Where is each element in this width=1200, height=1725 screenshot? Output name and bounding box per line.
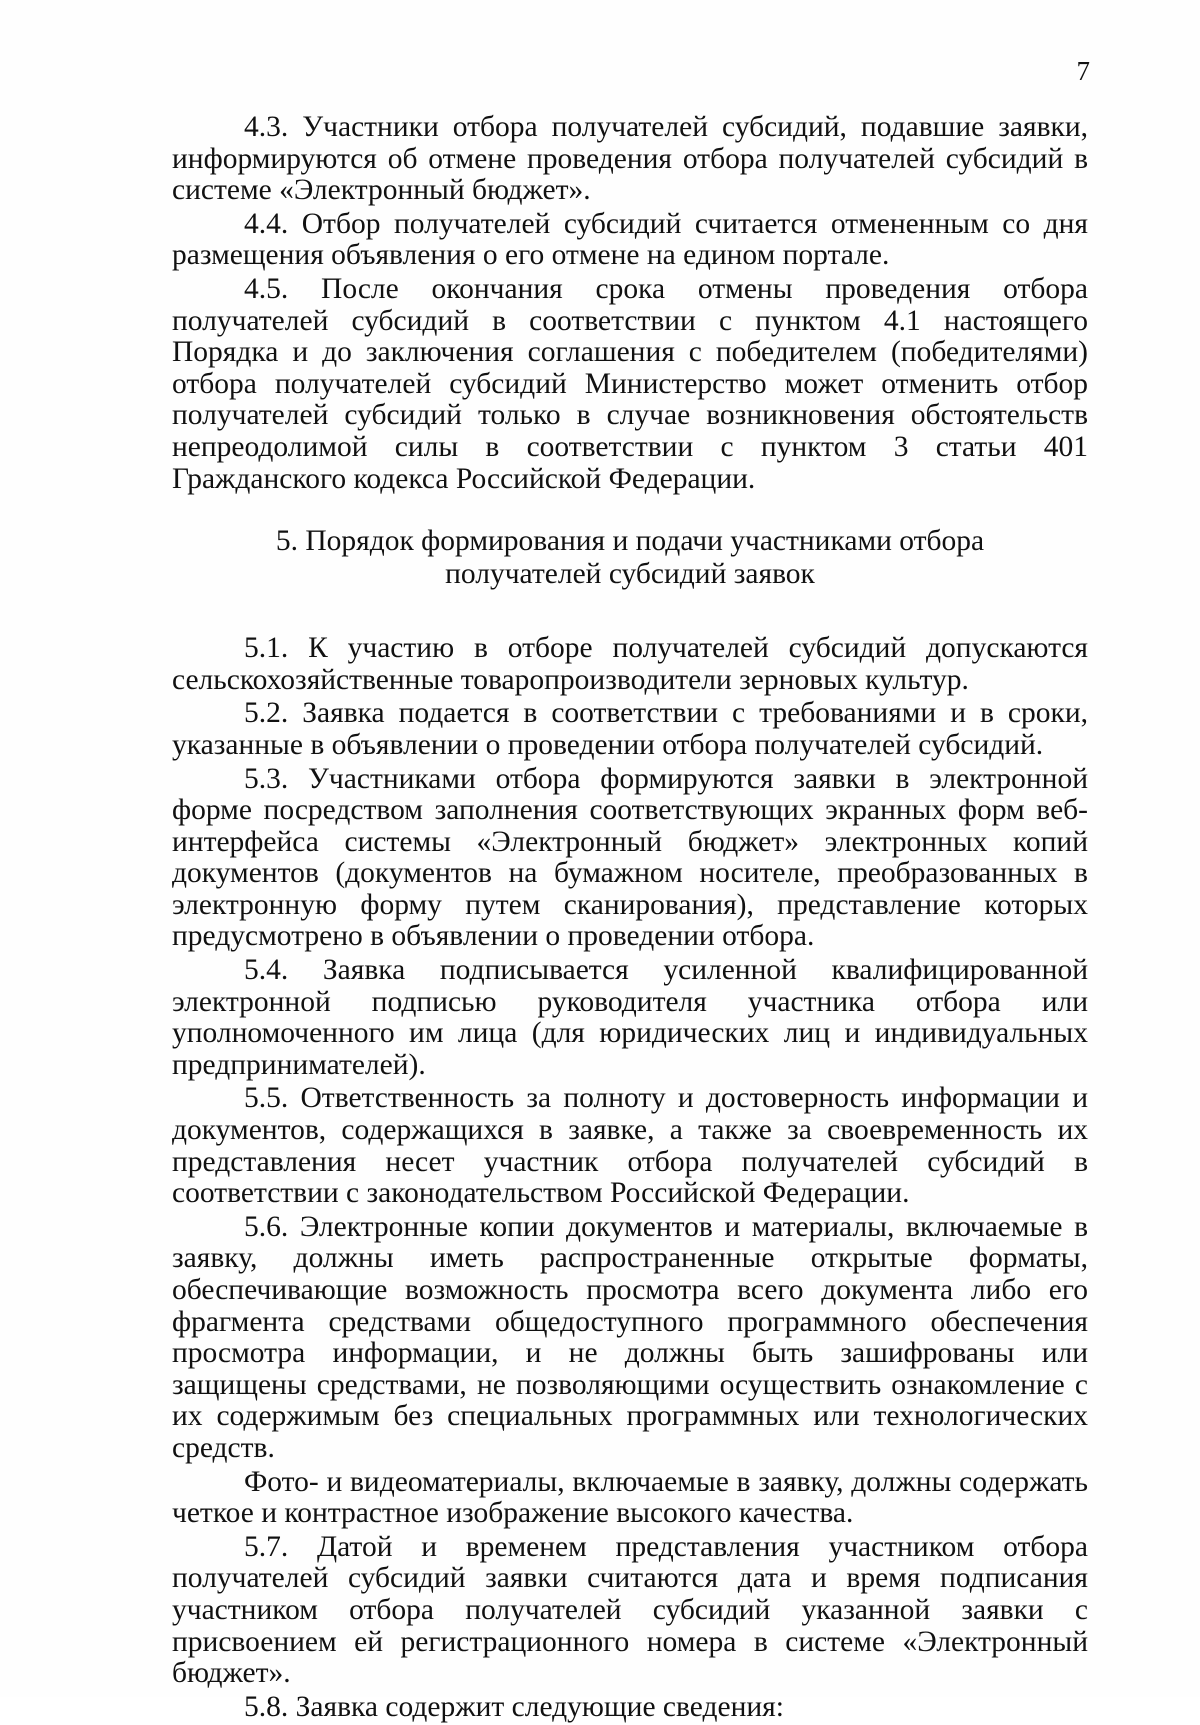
paragraph-5-8: 5.8. Заявка содержит следующие сведения: xyxy=(244,1690,784,1723)
paragraph-4-3: 4.3. Участники отбора получателей субсидий, подавшие заявки, информируются об отмене проведения отбора получателей субсидий в системе «Электронный бюджет». xyxy=(172,111,1088,207)
paragraph-photo-video: Фото- и видеоматериалы, включаемые в заявку, должны содержать четкое и контрастное изображение высокого качества. xyxy=(172,1465,1088,1530)
paragraph-5-5: 5.5. Ответственность за полноту и достоверность информации и документов, содержащихся в заявке, а также за своевременность их представления несет участник отбора получателей субсидий в соответствии с законодательством Российской Федерации. xyxy=(172,1082,1088,1210)
document-body xyxy=(172,112,1088,1725)
paragraph-5-1: 5.1. К участию в отборе получателей субсидий допускаются сельскохозяйственные товаропроизводители зерновых культур. xyxy=(172,632,1088,696)
paragraph-5-6: 5.6. Электронные копии документов и материалы, включаемые в заявку, должны иметь распространенные открытые форматы, обеспечивающие возможность просмотра всего документа либо его фрагмента средствами общедоступного программного обеспечения просмотра информации, и не должны быть зашифрованы или защищены средствами, не позволяющими осуществить ознакомление с их содержимым без специальных программных или технологических средств. xyxy=(172,1210,1088,1464)
paragraph-5-2: 5.2. Заявка подается в соответствии с требованиями и в сроки, указанные в объявлении о проведении отбора получателей субсидий. xyxy=(172,697,1088,761)
paragraph-5-4: 5.4. Заявка подписывается усиленной квалифицированной электронной подписью руководителя участника отбора или уполномоченного им лица (для юридических лиц и индивидуальных предпринимателей). xyxy=(172,954,1088,1081)
section-title-line-2: получателей субсидий заявок xyxy=(445,558,815,591)
paragraph-5-7: 5.7. Датой и временем представления участником отбора получателей субсидий заявки считаются дата и время подписания участником отбора получателей субсидий указанной заявки с присвоением ей регистрационного номера в системе «Электронный бюджет». xyxy=(172,1530,1088,1690)
paragraph-5-3: 5.3. Участниками отбора формируются заявки в электронной форме посредством заполнения соответствующих экранных форм веб-интерфейса системы «Электронный бюджет» электронных копий документов (документов на бумажном носителе, преобразованных в электронную форму путем сканирования), представление которых предусмотрено в объявлении о проведении отбора. xyxy=(172,762,1088,953)
section-5-title xyxy=(172,525,1088,591)
paragraph-4-5: 4.5. После окончания срока отмены проведения отбора получателей субсидий в соответствии с пунктом 4.1 настоящего Порядка и до заключения соглашения с победителем (победителями) отбора получателей субсидий Министерство может отменить отбор получателей субсидий только в случае возникновения обстоятельств непреодолимой силы в соответствии с пунктом 3 статьи 401 Гражданского кодекса Российской Федерации. xyxy=(172,272,1088,495)
paragraph-4-4: 4.4. Отбор получателей субсидий считается отмененным со дня размещения объявления о его отмене на едином портале. xyxy=(172,207,1088,272)
section-title-line-1: 5. Порядок формирования и подачи участниками отбора xyxy=(275,525,985,558)
page-number: 7 xyxy=(1076,56,1090,86)
